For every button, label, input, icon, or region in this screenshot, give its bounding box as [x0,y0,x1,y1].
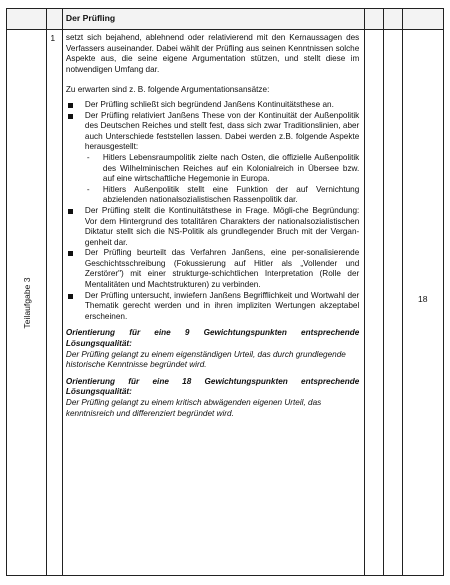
header-cell-empty-1 [7,9,47,30]
list-item: Der Prüfling schließt sich begründend Janßens Kontinuitätsthese an. [66,100,359,111]
header-cell-empty-5 [402,9,443,30]
points-value: 18 [417,294,428,304]
points-cell [402,30,443,576]
argument-list [66,100,359,322]
list-item: Der Prüfling beurteilt das Verfahren Janßens, eine per-sonalisierende Geschichtsschreibung (Fokussierung auf Hitler als „Vollender und Zerstörer") mit einer strukturge-schichtlichen Interpretation (Rolle der Mentalitäten und Machtstrukturen) zu verbinden. [66,248,359,290]
orientation-9-block [66,328,359,370]
sub-list-item: - Hitlers Außenpolitik stellt eine Funktion der auf Vernichtung abzielenden nationalsozialistischen Rassenpolitik dar. [86,184,360,205]
lead-paragraph: Zu erwarten sind z. B. folgende Argumentationsansätze: [65,85,270,95]
header-title-cell [62,9,364,30]
header-cell-empty-4 [383,9,402,30]
intro-paragraph: setzt sich bejahend, ablehnend oder relativierend mit den Kernaussagen des Verfassers auseinander. Dabei wählt der Prüfling aus seinen Kenntnissen solche Aspekte aus, die seine eigene Argumentation stützen, und stellt diese im notwendigen Umfang dar. [65,33,360,74]
content-body [63,30,364,419]
task-number-cell [47,30,63,576]
orientation-18-block [66,377,359,419]
empty-cell-b [383,30,402,576]
content-cell [62,30,364,576]
square-bullet-icon [68,294,73,299]
list-item: Der Prüfling stellt die Kontinuitätsthese in Frage. Mögli-che Begründung: Vor dem Hintergrund des totalitären Charakters der nationalsozialistischen Diktatur stellt sich die NS-Politik als grundlegender Bruch mit der Vergan-genheit dar. [66,206,359,248]
square-bullet-icon [68,209,73,214]
dash-icon: - [86,184,90,194]
orientation-18-title: Orientierung für eine 18 Gewichtungspunkten entsprechende Lösungsqualität: [65,376,360,397]
square-bullet-icon [68,251,73,256]
orientation-9-title: Orientierung für eine 9 Gewichtungspunkten entsprechende Lösungsqualität: [65,328,360,349]
list-item: Der Prüfling untersucht, inwiefern Janßens Begrifflichkeit und Wortwahl der Thematik gerecht werden und in ihren impliziten Wertungen akzeptabel erscheinen. [66,291,359,323]
orientation-9-text: Der Prüfling gelangt zu einem eigenständigen Urteil, das durch grundlegende historische Kenntnisse begründet wird. [65,349,346,370]
sub-list-item: - Hitlers Lebensraumpolitik zielte nach Osten, die offizielle Außenpolitik des Wilhelminischen Reiches auf ein Kolonialreich in Übersee bzw. auf eine wirtschaftliche Hegemonie in Europa. [86,152,360,184]
header-row [7,9,444,30]
task-number: 1 [50,33,56,43]
assessment-table [6,8,444,576]
header-title: Der Prüfling [65,13,116,23]
square-bullet-icon [68,114,73,119]
square-bullet-icon [68,103,73,108]
section-label-cell [7,30,47,576]
body-row [7,30,444,576]
sub-list [85,153,359,206]
header-cell-empty-2 [47,9,63,30]
section-label: Teilaufgabe 3 [21,276,32,329]
empty-cell-a [365,30,384,576]
list-item: Der Prüfling relativiert Janßens These von der Kontinuität der Außenpolitik des Deutschen Reiches und stellt fest, dass sich zwar Traditionslinien, aber auch Unterschiede feststellen lassen. Dabei werden z.B. folgende Aspekte herausgestellt: - Hitlers Lebensraumpolitik zielte nach Osten, die offizielle Außenpolitik des Wilhelminischen Reiches auf ein Kolonialreich in Übersee bzw. auf eine wirtschaftliche Hegemonie in Europa. - Hitlers Außenpolitik stellt eine Funktion der auf Vernichtung abzielenden nationalsozialistischen Rassenpolitik dar. [66,111,359,206]
header-cell-empty-3 [365,9,384,30]
dash-icon: - [86,152,90,162]
orientation-18-text: Der Prüfling gelangt zu einem kritisch abwägenden eigenen Urteil, das kenntnisreich und differenziert begründet wird. [65,398,322,418]
